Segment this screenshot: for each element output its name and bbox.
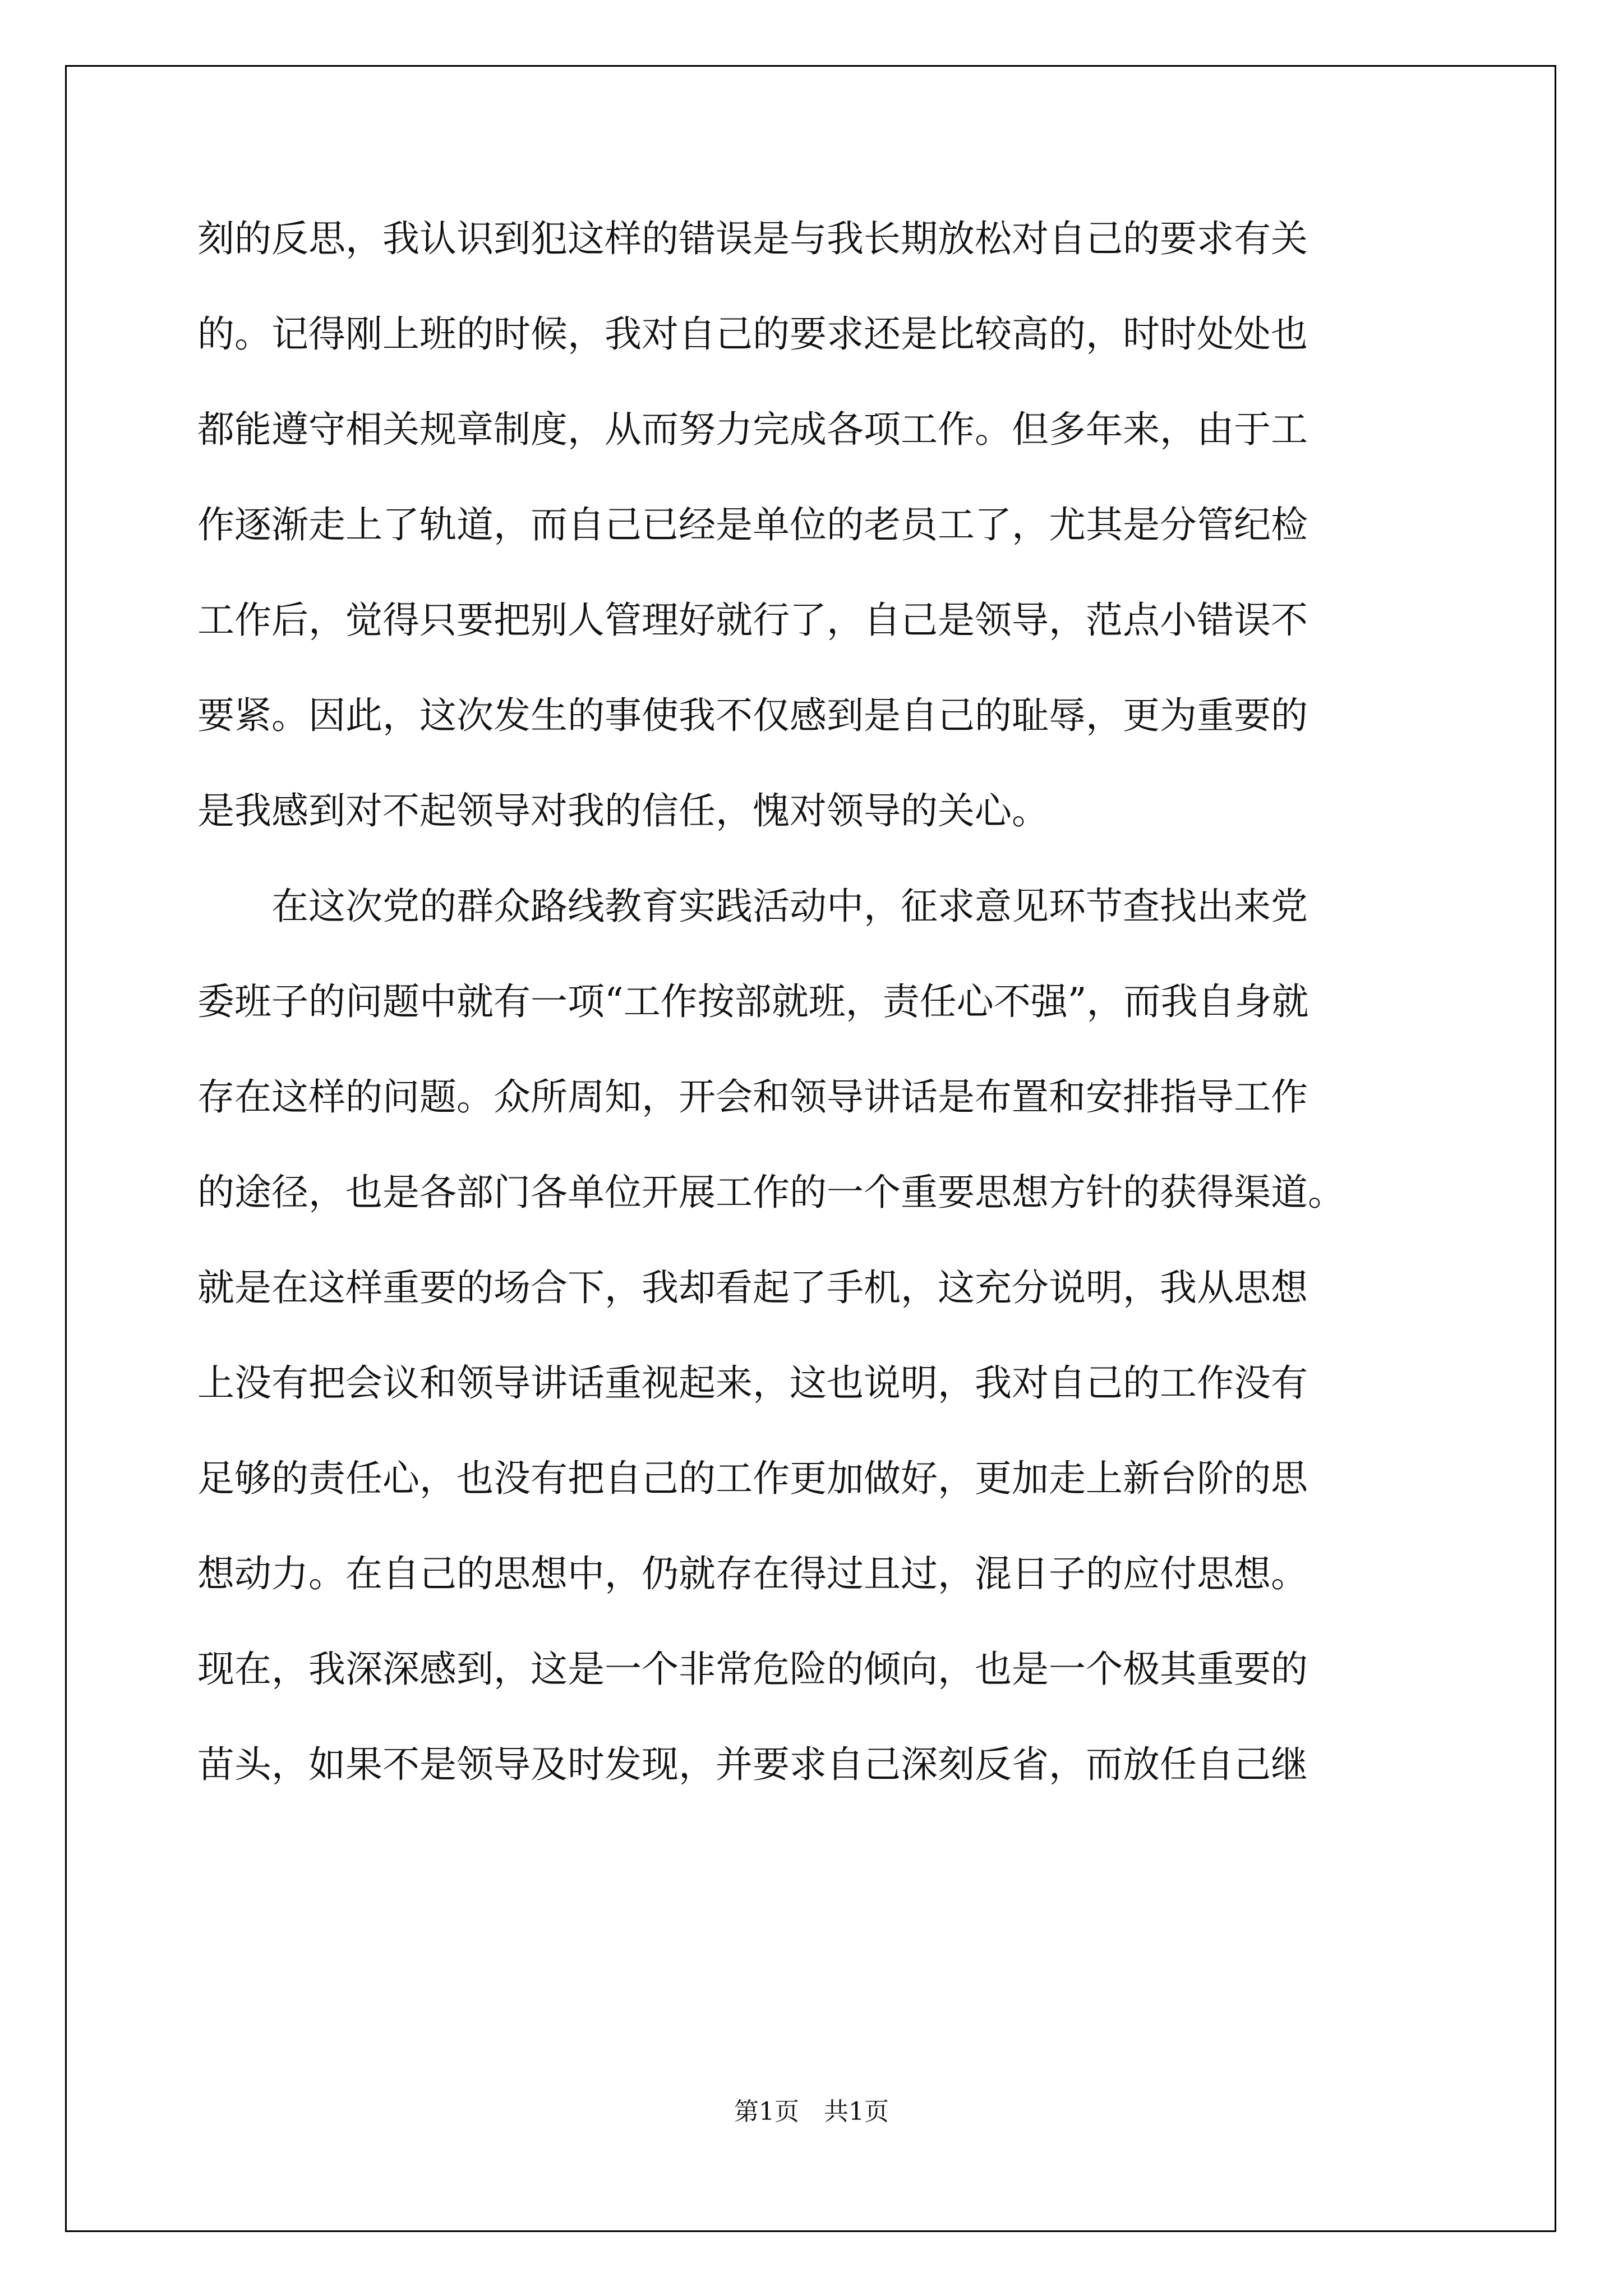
text-line: 都能遵守相关规章制度，从而努力完成各项工作。但多年来，由于工	[197, 408, 1308, 451]
text-line: 想动力。在自己的思想中，仍就存在得过且过，混日子的应付思想。	[197, 1552, 1308, 1595]
text-line: 刻的反思，我认识到犯这样的错误是与我长期放松对自己的要求有关	[197, 217, 1308, 260]
text-line: 委班子的问题中就有一项“工作按部就班，责任心不强”，而我自身就	[197, 980, 1309, 1023]
text-line: 的途径，也是各部门各单位开展工作的一个重要思想方针的获得渠道。	[197, 1171, 1345, 1214]
document-body	[197, 217, 1431, 1842]
page-footer: 第1页 共1页	[734, 2097, 889, 2126]
text-line: 足够的责任心，也没有把自己的工作更加做好，更加走上新台阶的思	[197, 1457, 1308, 1500]
text-line: 作逐渐走上了轨道，而自己已经是单位的老员工了，尤其是分管纪检	[197, 503, 1308, 546]
text-line: 苗头，如果不是领导及时发现，并要求自己深刻反省，而放任自己继	[197, 1743, 1308, 1786]
text-line: 的。记得刚上班的时候，我对自己的要求还是比较高的，时时处处也	[197, 312, 1308, 356]
paragraph-first-line: 在这次党的群众路线教育实践活动中，征求意见环节查找出来党	[271, 885, 1308, 928]
text-line: 工作后，觉得只要把别人管理好就行了，自己是领导，范点小错误不	[197, 599, 1308, 642]
text-line: 现在，我深深感到，这是一个非常危险的倾向，也是一个极其重要的	[197, 1648, 1308, 1691]
text-line: 就是在这样重要的场合下，我却看起了手机，这充分说明，我从思想	[197, 1266, 1308, 1309]
text-line: 是我感到对不起领导对我的信任，愧对领导的关心。	[197, 789, 1049, 832]
text-line: 上没有把会议和领导讲话重视起来，这也说明，我对自己的工作没有	[197, 1361, 1308, 1405]
text-line: 要紧。因此，这次发生的事使我不仅感到是自己的耻辱，更为重要的	[197, 694, 1308, 737]
text-line: 存在这样的问题。众所周知，开会和领导讲话是布置和安排指导工作	[197, 1075, 1308, 1119]
